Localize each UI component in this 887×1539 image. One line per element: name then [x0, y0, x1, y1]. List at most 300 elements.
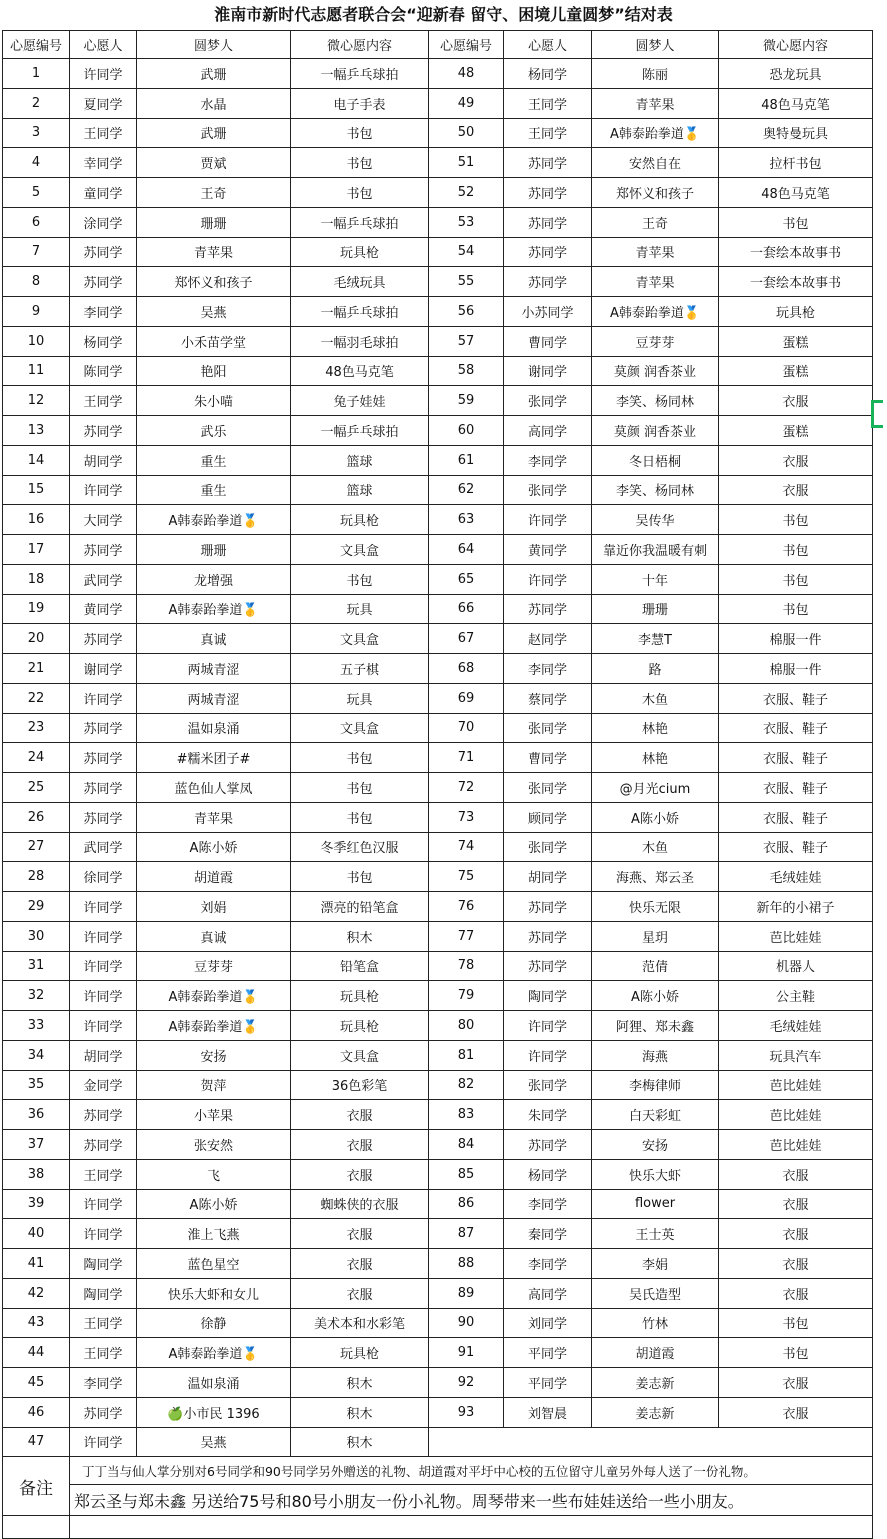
cell-wisher-2: 平同学	[504, 1368, 592, 1398]
table-row	[3, 148, 873, 178]
table-row	[3, 297, 873, 327]
table-row	[3, 1219, 873, 1249]
cell-wisher-2: 许同学	[504, 1011, 592, 1041]
cell-wish-content: 篮球	[291, 445, 429, 475]
table-row	[3, 1130, 873, 1160]
cell-wisher-2: 顾同学	[504, 802, 592, 832]
cell-fulfiller: 贾斌	[137, 148, 291, 178]
table-row	[3, 951, 873, 981]
cell-wisher: 徐同学	[70, 862, 137, 892]
table-row	[3, 505, 873, 535]
cell-fulfiller-2: 青苹果	[592, 267, 719, 297]
header-fulfiller-2: 圆梦人	[592, 31, 719, 59]
cell-fulfiller-2: 木鱼	[592, 832, 719, 862]
cell-fulfiller-2: 阿狸、郑未鑫	[592, 1011, 719, 1041]
cell-fulfiller-2: 靠近你我温暖有刺	[592, 535, 719, 565]
cell-fulfiller: 温如泉涌	[137, 713, 291, 743]
cell-wish-content: 文具盒	[291, 535, 429, 565]
cell-wish-id-2: 88	[429, 1249, 504, 1279]
cell-wish-id: 12	[3, 386, 70, 416]
cell-fulfiller: 青苹果	[137, 802, 291, 832]
cell-wish-content-2: 棉服一件	[719, 654, 873, 684]
cell-wisher: 许同学	[70, 951, 137, 981]
cell-wish-content-2: 新年的小裙子	[719, 892, 873, 922]
cell-wish-content-2: 机器人	[719, 951, 873, 981]
cell-wish-id: 25	[3, 773, 70, 803]
cell-wish-content: 篮球	[291, 475, 429, 505]
table-row	[3, 743, 873, 773]
cell-wish-id-2: 77	[429, 921, 504, 951]
cell-wish-id-2: 57	[429, 326, 504, 356]
cell-wish-id: 41	[3, 1249, 70, 1279]
cell-fulfiller: 郑怀义和孩子	[137, 267, 291, 297]
cell-wish-id: 9	[3, 297, 70, 327]
cell-wish-id: 46	[3, 1397, 70, 1427]
table-row	[3, 1070, 873, 1100]
table-row	[3, 564, 873, 594]
cell-fulfiller: 真诚	[137, 921, 291, 951]
cell-wish-content-2: 衣服、鞋子	[719, 743, 873, 773]
cell-wish-id-2: 93	[429, 1397, 504, 1427]
cell-wish-content-2: 芭比娃娃	[719, 1130, 873, 1160]
table-row	[3, 594, 873, 624]
cell-fulfiller-2: 青苹果	[592, 237, 719, 267]
cell-wish-content: 书包	[291, 802, 429, 832]
cell-wisher-2: 李同学	[504, 654, 592, 684]
cell-fulfiller: 艳阳	[137, 356, 291, 386]
cell-fulfiller: 蓝色仙人掌凤	[137, 773, 291, 803]
cell-wish-id-2: 85	[429, 1159, 504, 1189]
cell-wish-content: 铅笔盒	[291, 951, 429, 981]
cell-wisher: 许同学	[70, 59, 137, 89]
cell-wisher: 王同学	[70, 386, 137, 416]
cell-wisher: 许同学	[70, 1219, 137, 1249]
cell-fulfiller: 吴燕	[137, 1427, 291, 1457]
cell-wish-id: 24	[3, 743, 70, 773]
cell-fulfiller: 胡道霞	[137, 862, 291, 892]
cell-wish-content: 玩具枪	[291, 1338, 429, 1368]
cell-wish-content: 冬季红色汉服	[291, 832, 429, 862]
cell-wisher-2: 高同学	[504, 416, 592, 446]
cell-fulfiller-2: 星玥	[592, 921, 719, 951]
cell-wish-id: 15	[3, 475, 70, 505]
table-row	[3, 1308, 873, 1338]
cell-wish-content: 书包	[291, 773, 429, 803]
cell-wish-content: 书包	[291, 862, 429, 892]
cell-wish-content: 积木	[291, 1427, 429, 1457]
cell-fulfiller: A韩泰跆拳道🥇	[137, 594, 291, 624]
cell-wish-content-2: 一套绘本故事书	[719, 237, 873, 267]
cell-wish-id: 28	[3, 862, 70, 892]
cell-wisher-2: 秦同学	[504, 1219, 592, 1249]
cell-wish-content: 书包	[291, 148, 429, 178]
cell-wisher-2: 王同学	[504, 118, 592, 148]
cell-wish-id: 8	[3, 267, 70, 297]
cell-fulfiller-2: 吴传华	[592, 505, 719, 535]
cell-wish-content-2: 48色马克笔	[719, 88, 873, 118]
cell-wish-content-2: 书包	[719, 535, 873, 565]
cell-fulfiller-2: 王奇	[592, 207, 719, 237]
cell-wish-content: 五子棋	[291, 654, 429, 684]
cell-wisher-2: 平同学	[504, 1338, 592, 1368]
cell-wisher-2: 苏同学	[504, 207, 592, 237]
cell-wish-content: 书包	[291, 178, 429, 208]
cell-fulfiller: A韩泰跆拳道🥇	[137, 505, 291, 535]
header-wish-id-2: 心愿编号	[429, 31, 504, 59]
cell-fulfiller-2: 胡道霞	[592, 1338, 719, 1368]
cell-wisher: 胡同学	[70, 1040, 137, 1070]
cell-wish-content: 玩具	[291, 594, 429, 624]
cell-wisher-2: 曹同学	[504, 326, 592, 356]
cell-wisher: 苏同学	[70, 624, 137, 654]
cell-fulfiller-2: flower	[592, 1189, 719, 1219]
cell-fulfiller: 刘娟	[137, 892, 291, 922]
cell-wish-id: 2	[3, 88, 70, 118]
remarks-text-2: 郑云圣与郑未鑫 另送给75号和80号小朋友一份小礼物。周琴带来一些布娃娃送给一些小朋友。	[70, 1485, 873, 1516]
cell-wisher-2: 李同学	[504, 445, 592, 475]
cell-fulfiller: 吴燕	[137, 297, 291, 327]
table-row	[3, 475, 873, 505]
cell-wish-id-2: 70	[429, 713, 504, 743]
cell-wish-content-2: 毛绒娃娃	[719, 1011, 873, 1041]
cell-wish-content-2: 衣服	[719, 1159, 873, 1189]
cell-wish-content-2: 衣服	[719, 1368, 873, 1398]
cell-wisher: 许同学	[70, 921, 137, 951]
cell-fulfiller: 珊珊	[137, 535, 291, 565]
cell-wisher: 童同学	[70, 178, 137, 208]
table-row	[3, 59, 873, 89]
cell-wish-content: 漂亮的铅笔盒	[291, 892, 429, 922]
cell-fulfiller-2: 白天彩虹	[592, 1100, 719, 1130]
cell-wisher-2: 蔡同学	[504, 683, 592, 713]
cell-wisher-2: 胡同学	[504, 862, 592, 892]
table-row	[3, 654, 873, 684]
cell-wish-content-2: 书包	[719, 505, 873, 535]
cell-wisher-2: 苏同学	[504, 921, 592, 951]
cell-wish-id: 36	[3, 1100, 70, 1130]
table-row	[3, 267, 873, 297]
cell-wish-content: 衣服	[291, 1100, 429, 1130]
cell-wish-content-2: 书包	[719, 207, 873, 237]
page-title: 淮南市新时代志愿者联合会“迎新春 留守、困境儿童圆梦”结对表	[214, 5, 673, 24]
cell-wisher-2: 陶同学	[504, 981, 592, 1011]
cell-fulfiller-2: 木鱼	[592, 683, 719, 713]
cell-wisher: 苏同学	[70, 1130, 137, 1160]
cell-fulfiller: 水晶	[137, 88, 291, 118]
cell-wish-content: 书包	[291, 743, 429, 773]
cell-wish-id-2: 69	[429, 683, 504, 713]
cell-fulfiller: 淮上飞燕	[137, 1219, 291, 1249]
cell-wish-id-2: 55	[429, 267, 504, 297]
cell-wish-id-2: 71	[429, 743, 504, 773]
cell-wisher-2: 刘智晨	[504, 1397, 592, 1427]
cell-wish-content-2: 衣服、鞋子	[719, 802, 873, 832]
cell-wish-id-2: 80	[429, 1011, 504, 1041]
cell-wish-content-2: 衣服	[719, 445, 873, 475]
table-row	[3, 88, 873, 118]
cell-wish-content: 一幅羽毛球拍	[291, 326, 429, 356]
cell-wisher: 陶同学	[70, 1249, 137, 1279]
pairing-table	[2, 30, 873, 1539]
cell-wish-id-2: 65	[429, 564, 504, 594]
cell-fulfiller: 武乐	[137, 416, 291, 446]
table-row	[3, 981, 873, 1011]
cell-wish-id-2: 67	[429, 624, 504, 654]
table-row	[3, 445, 873, 475]
cell-wish-id: 11	[3, 356, 70, 386]
cell-fulfiller-2: 快乐无限	[592, 892, 719, 922]
cell-wish-id-2: 66	[429, 594, 504, 624]
cell-wish-content: 一幅乒乓球拍	[291, 297, 429, 327]
cell-wish-id: 27	[3, 832, 70, 862]
cell-wish-id: 43	[3, 1308, 70, 1338]
cell-wish-id-2: 68	[429, 654, 504, 684]
table-row	[3, 178, 873, 208]
cell-wisher-2: 苏同学	[504, 237, 592, 267]
cell-wish-content: 书包	[291, 564, 429, 594]
cell-wish-content: 毛绒玩具	[291, 267, 429, 297]
cell-wish-content-2: 芭比娃娃	[719, 1070, 873, 1100]
cell-wisher-2: 苏同学	[504, 892, 592, 922]
cell-wish-content-2: 衣服、鞋子	[719, 773, 873, 803]
table-row	[3, 1011, 873, 1041]
cell-wish-content: 36色彩笔	[291, 1070, 429, 1100]
cell-wisher-2: 杨同学	[504, 59, 592, 89]
header-wish-content: 微心愿内容	[291, 31, 429, 59]
cell-fulfiller: 龙增强	[137, 564, 291, 594]
cell-wish-content-2: 衣服	[719, 475, 873, 505]
cell-wisher: 武同学	[70, 832, 137, 862]
cell-wisher-2: 张同学	[504, 386, 592, 416]
header-wisher-2: 心愿人	[504, 31, 592, 59]
cell-wish-id: 10	[3, 326, 70, 356]
cell-wish-id: 34	[3, 1040, 70, 1070]
cell-wish-content: 文具盒	[291, 1040, 429, 1070]
cell-wish-content: 玩具	[291, 683, 429, 713]
cell-wish-id: 26	[3, 802, 70, 832]
table-row	[3, 386, 873, 416]
cell-wish-id-2: 62	[429, 475, 504, 505]
table-row	[3, 326, 873, 356]
cell-wisher: 李同学	[70, 1368, 137, 1398]
cell-wish-id: 30	[3, 921, 70, 951]
cell-wish-id-2: 61	[429, 445, 504, 475]
cell-wish-content-2: 衣服、鞋子	[719, 832, 873, 862]
cell-wish-id: 4	[3, 148, 70, 178]
cell-wish-id: 21	[3, 654, 70, 684]
cell-fulfiller-2: 莫颜 润香茶业	[592, 416, 719, 446]
selection-marker	[871, 400, 883, 428]
cell-fulfiller-2: 姜志新	[592, 1397, 719, 1427]
cell-wish-content: 玩具枪	[291, 505, 429, 535]
cell-wish-id-2: 54	[429, 237, 504, 267]
cell-wish-id: 19	[3, 594, 70, 624]
remarks-label: 备注	[3, 1457, 70, 1516]
cell-wish-id: 20	[3, 624, 70, 654]
table-row	[3, 1278, 873, 1308]
cell-wish-id: 37	[3, 1130, 70, 1160]
table-row	[3, 832, 873, 862]
cell-wisher: 陶同学	[70, 1278, 137, 1308]
cell-fulfiller-2: @月光cium	[592, 773, 719, 803]
cell-wisher: 苏同学	[70, 1397, 137, 1427]
cell-wisher-2: 苏同学	[504, 1130, 592, 1160]
cell-wish-id: 23	[3, 713, 70, 743]
cell-wisher: 黄同学	[70, 594, 137, 624]
cell-fulfiller: 两城青涩	[137, 683, 291, 713]
cell-wisher-2: 张同学	[504, 773, 592, 803]
cell-wish-id: 42	[3, 1278, 70, 1308]
cell-wish-id-2: 53	[429, 207, 504, 237]
cell-fulfiller: A陈小娇	[137, 832, 291, 862]
cell-wish-content: 电子手表	[291, 88, 429, 118]
cell-fulfiller-2: 姜志新	[592, 1368, 719, 1398]
cell-wish-content-2: 棉服一件	[719, 624, 873, 654]
cell-wisher: 大同学	[70, 505, 137, 535]
cell-fulfiller: 飞	[137, 1159, 291, 1189]
cell-fulfiller-2: 吴氏造型	[592, 1278, 719, 1308]
cell-wish-id-2: 59	[429, 386, 504, 416]
cell-fulfiller: 武珊	[137, 59, 291, 89]
cell-wisher-2: 黄同学	[504, 535, 592, 565]
cell-wish-id: 44	[3, 1338, 70, 1368]
empty-cell	[70, 1516, 873, 1539]
cell-wish-id-2: 74	[429, 832, 504, 862]
cell-wish-content: 衣服	[291, 1278, 429, 1308]
cell-wisher: 王同学	[70, 118, 137, 148]
cell-wisher-2: 苏同学	[504, 267, 592, 297]
cell-wish-id-2: 92	[429, 1368, 504, 1398]
cell-fulfiller-2: 林艳	[592, 743, 719, 773]
cell-wish-content-2: 书包	[719, 594, 873, 624]
cell-fulfiller-2: 豆芽芽	[592, 326, 719, 356]
cell-fulfiller-2: 李慧T	[592, 624, 719, 654]
cell-wisher: 许同学	[70, 1011, 137, 1041]
cell-wish-id: 13	[3, 416, 70, 446]
cell-wish-id: 33	[3, 1011, 70, 1041]
cell-wish-id: 40	[3, 1219, 70, 1249]
cell-fulfiller-2: 郑怀义和孩子	[592, 178, 719, 208]
table-row	[3, 1100, 873, 1130]
cell-fulfiller: 朱小喵	[137, 386, 291, 416]
cell-wish-content: 玩具枪	[291, 1011, 429, 1041]
cell-wisher-2: 苏同学	[504, 951, 592, 981]
cell-wish-content: 文具盒	[291, 713, 429, 743]
cell-wisher-2: 刘同学	[504, 1308, 592, 1338]
cell-fulfiller: 青苹果	[137, 237, 291, 267]
cell-wish-content-2: 恐龙玩具	[719, 59, 873, 89]
table-row	[3, 921, 873, 951]
cell-fulfiller-2: A陈小娇	[592, 802, 719, 832]
cell-wish-content: 衣服	[291, 1249, 429, 1279]
cell-fulfiller-2: A陈小娇	[592, 981, 719, 1011]
cell-fulfiller: 安扬	[137, 1040, 291, 1070]
cell-fulfiller: 两城青涩	[137, 654, 291, 684]
cell-wish-id: 14	[3, 445, 70, 475]
cell-wisher: 王同学	[70, 1338, 137, 1368]
cell-wish-content-2: 一套绘本故事书	[719, 267, 873, 297]
cell-fulfiller-2: A韩泰跆拳道🥇	[592, 297, 719, 327]
cell-wish-content-2: 48色马克笔	[719, 178, 873, 208]
cell-wisher: 谢同学	[70, 654, 137, 684]
cell-fulfiller-2: 珊珊	[592, 594, 719, 624]
cell-wish-content-2: 奥特曼玩具	[719, 118, 873, 148]
cell-wisher: 杨同学	[70, 326, 137, 356]
cell-wish-id: 35	[3, 1070, 70, 1100]
remarks-text-1: 丁丁当与仙人掌分别对6号同学和90号同学另外赠送的礼物、胡道霞对平圩中心校的五位留守儿童另外每人送了一份礼物。	[70, 1457, 873, 1485]
cell-wish-content-2: 衣服	[719, 1397, 873, 1427]
cell-wish-id-2: 64	[429, 535, 504, 565]
cell-wish-id-2: 83	[429, 1100, 504, 1130]
table-row	[3, 416, 873, 446]
table-row	[3, 892, 873, 922]
table-row	[3, 802, 873, 832]
cell-wish-id-2: 82	[429, 1070, 504, 1100]
cell-wisher: 苏同学	[70, 1100, 137, 1130]
cell-wisher: 金同学	[70, 1070, 137, 1100]
cell-wish-content: 美术本和水彩笔	[291, 1308, 429, 1338]
cell-wish-id: 31	[3, 951, 70, 981]
cell-wisher-2: 苏同学	[504, 178, 592, 208]
table-body	[3, 59, 873, 1539]
cell-wisher-2: 许同学	[504, 564, 592, 594]
cell-wish-id-2: 86	[429, 1189, 504, 1219]
header-wish-content-2: 微心愿内容	[719, 31, 873, 59]
empty-cell	[3, 1516, 70, 1539]
cell-wisher-2: 王同学	[504, 88, 592, 118]
cell-fulfiller: 贺萍	[137, 1070, 291, 1100]
cell-wisher: 苏同学	[70, 802, 137, 832]
cell-wish-content: 积木	[291, 921, 429, 951]
cell-wisher: 许同学	[70, 683, 137, 713]
cell-fulfiller-2: 冬日梧桐	[592, 445, 719, 475]
cell-fulfiller-2: 范倩	[592, 951, 719, 981]
cell-wish-id-2: 84	[429, 1130, 504, 1160]
cell-wisher: 苏同学	[70, 535, 137, 565]
cell-wish-content: 蜘蛛侠的衣服	[291, 1189, 429, 1219]
cell-wish-id-2: 76	[429, 892, 504, 922]
cell-fulfiller: 徐静	[137, 1308, 291, 1338]
cell-fulfiller: 珊珊	[137, 207, 291, 237]
cell-fulfiller: 蓝色星空	[137, 1249, 291, 1279]
cell-wish-id-2: 81	[429, 1040, 504, 1070]
table-row	[3, 1338, 873, 1368]
cell-wish-content-2: 玩具汽车	[719, 1040, 873, 1070]
cell-wisher-2: 朱同学	[504, 1100, 592, 1130]
remarks-row	[3, 1485, 873, 1516]
cell-wish-id-2: 60	[429, 416, 504, 446]
cell-fulfiller-2: 莫颜 润香茶业	[592, 356, 719, 386]
header-wisher: 心愿人	[70, 31, 137, 59]
cell-wisher-2: 赵同学	[504, 624, 592, 654]
cell-wish-id: 7	[3, 237, 70, 267]
cell-wisher-2: 李同学	[504, 1249, 592, 1279]
cell-fulfiller-2: 王士英	[592, 1219, 719, 1249]
cell-wish-id-2: 51	[429, 148, 504, 178]
cell-wish-id-2: 48	[429, 59, 504, 89]
cell-wish-content-2: 玩具枪	[719, 297, 873, 327]
cell-wisher: 许同学	[70, 475, 137, 505]
table-row	[3, 1040, 873, 1070]
cell-wish-id: 3	[3, 118, 70, 148]
cell-wish-content-2: 衣服	[719, 386, 873, 416]
cell-wish-content-2: 衣服	[719, 1249, 873, 1279]
cell-fulfiller-2: 李娟	[592, 1249, 719, 1279]
remarks-row	[3, 1457, 873, 1485]
cell-fulfiller: A韩泰跆拳道🥇	[137, 1338, 291, 1368]
cell-wish-content: 一幅乒乓球拍	[291, 59, 429, 89]
cell-fulfiller-2: 海燕	[592, 1040, 719, 1070]
